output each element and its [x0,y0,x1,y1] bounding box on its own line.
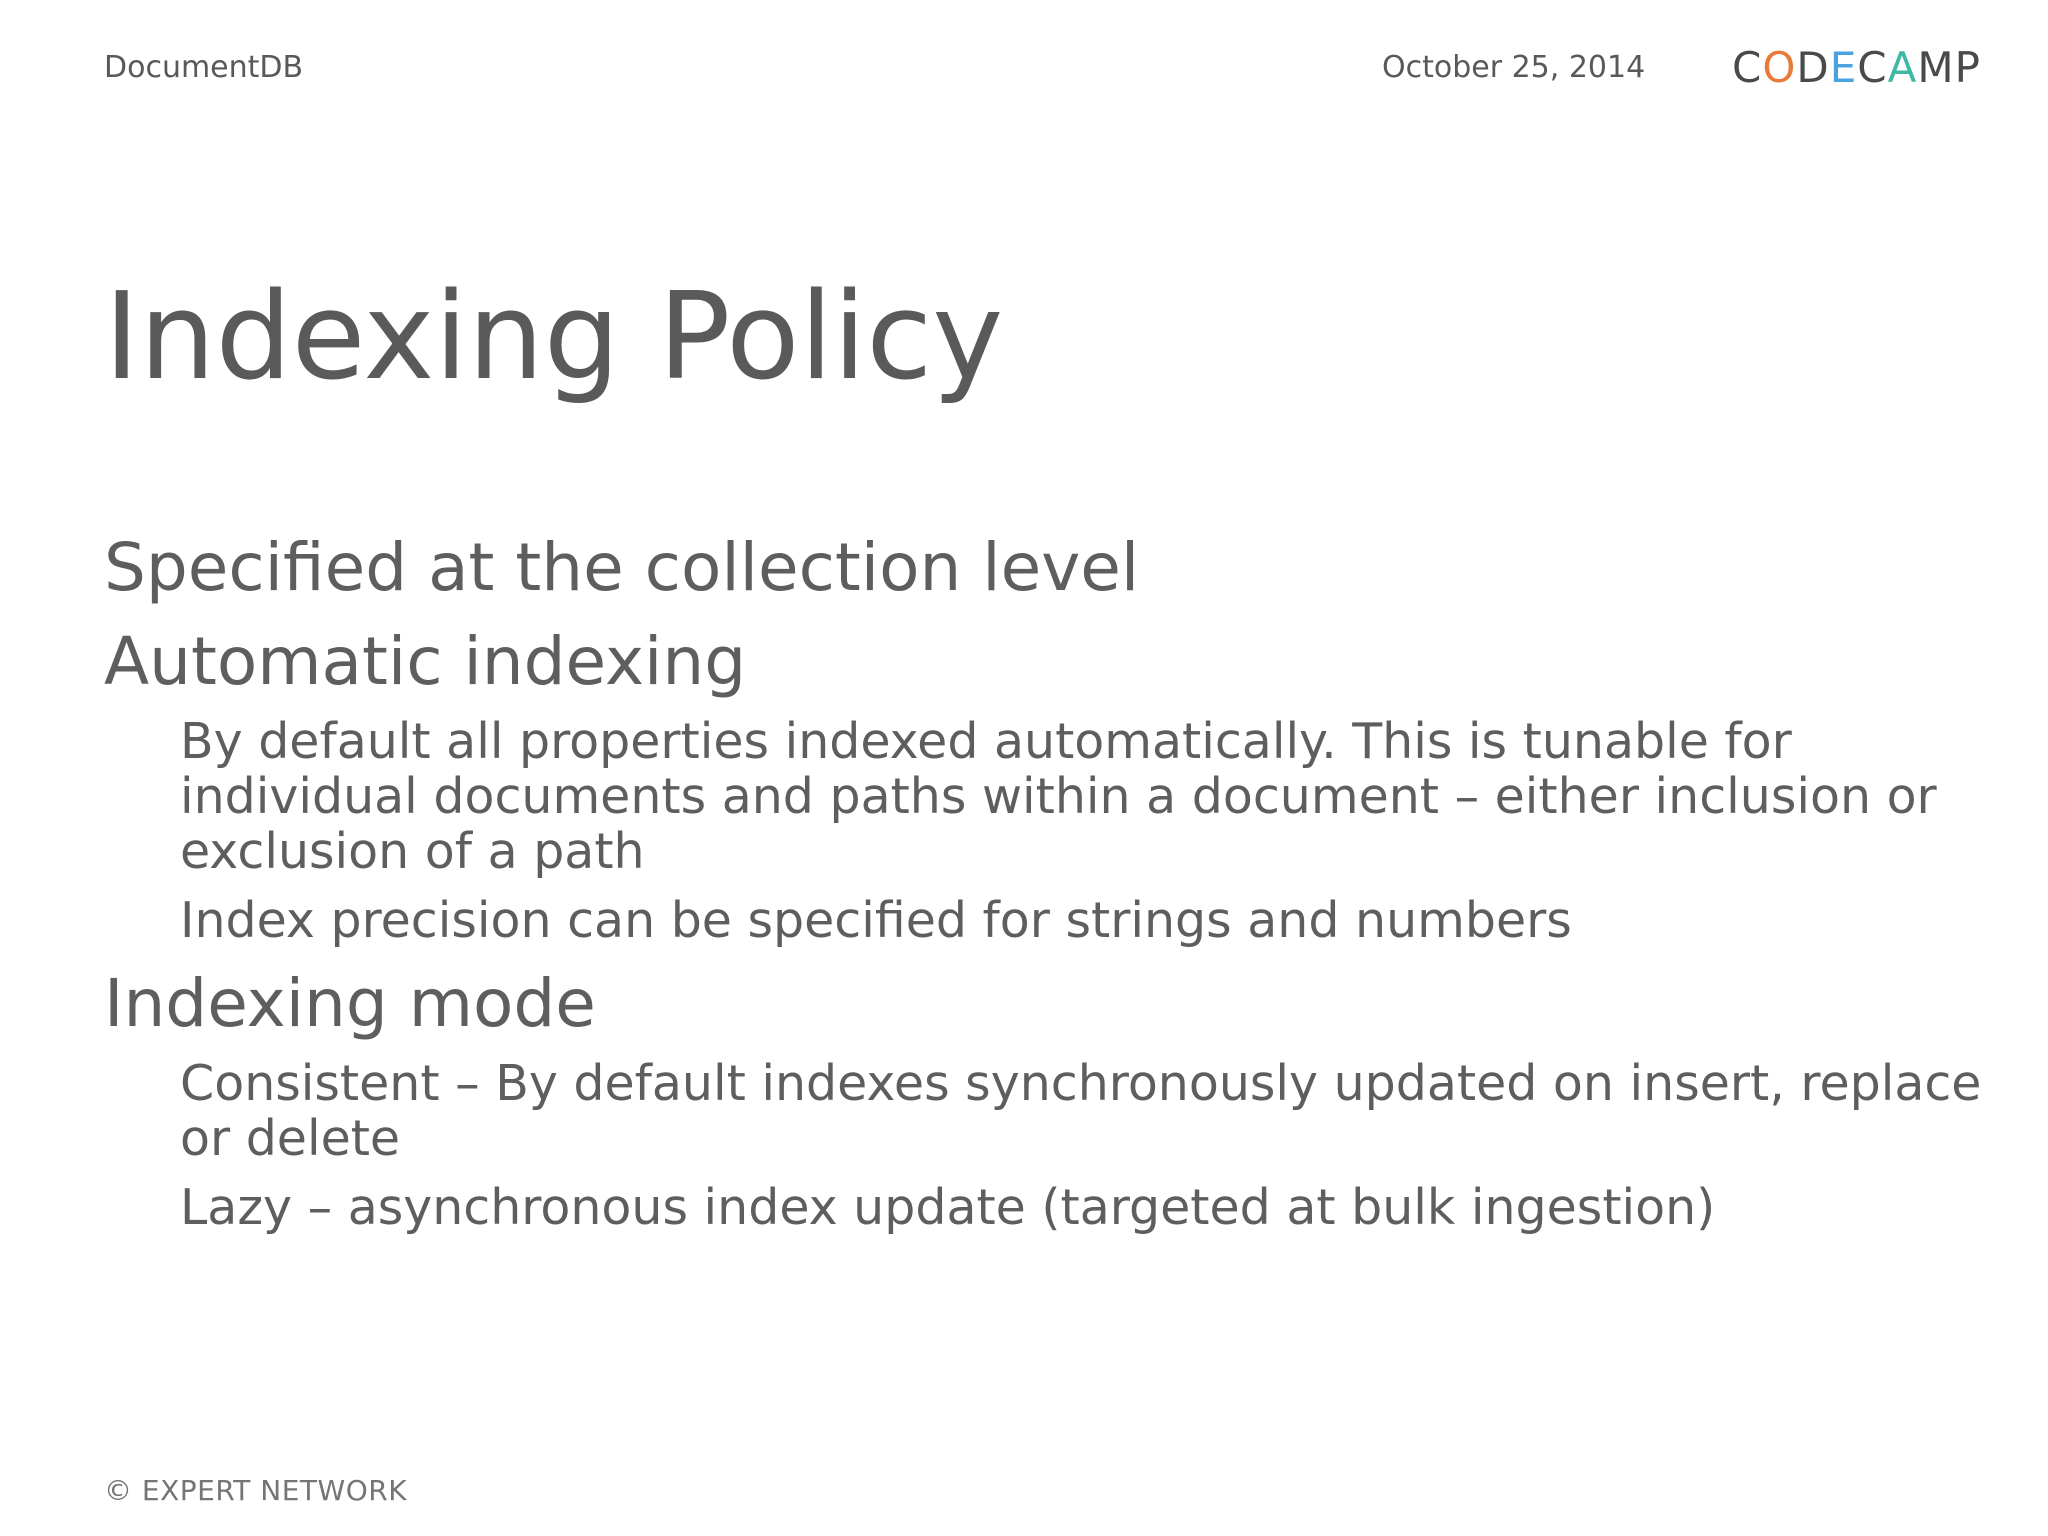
logo-letter: A [1887,43,1918,92]
logo-letter: E [1829,43,1858,92]
logo-letter: C [1857,43,1888,92]
logo-letter: C [1732,43,1763,92]
header-topic: DocumentDB [104,50,304,85]
bullet-level-1: Indexing mode [104,965,596,1042]
footer-copyright: © EXPERT NETWORK [104,1474,408,1507]
bullet-level-1: Automatic indexing [104,623,747,700]
slide-content [104,526,1984,1249]
header-date: October 25, 2014 [1382,50,1646,85]
bullet-level-2: Lazy – asynchronous index update (targeted at bulk ingestion) [180,1179,1716,1236]
codecamp-logo [1732,44,1981,92]
slide-title: Indexing Policy [104,268,1004,407]
logo-letter: O [1762,43,1797,92]
bullet-level-2: Index precision can be specified for strings and numbers [180,892,1572,949]
bullet-level-2: By default all properties indexed automatically. This is tunable for individual documents and paths within a document – either inclusion or exclusion of a path [180,713,1937,880]
logo-letter: D [1796,43,1830,92]
bullet-level-1: Specified at the collection level [104,529,1140,606]
bullet-level-2: Consistent – By default indexes synchronously updated on insert, replace or delete [180,1055,1982,1167]
logo-letter: P [1954,43,1981,92]
logo-letter: M [1917,43,1955,92]
